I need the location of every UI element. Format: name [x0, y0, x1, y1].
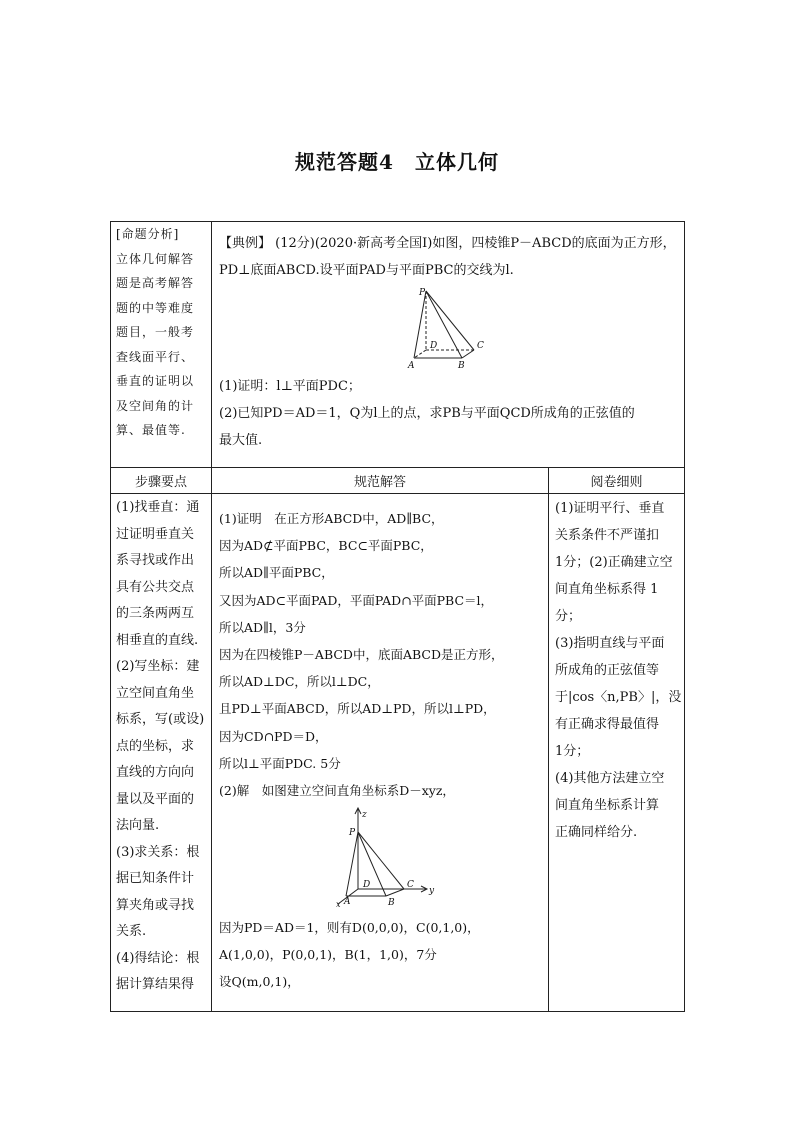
- axis-label: y: [429, 886, 435, 896]
- step-line: 据计算结果得: [116, 977, 195, 992]
- answer-table: [110, 221, 685, 1012]
- rubric-line: 1分；: [555, 744, 590, 759]
- solution-line: 所以AD⊥DC，所以l⊥DC，: [219, 674, 380, 690]
- step-line: 直线的方向向: [116, 765, 195, 780]
- step-line: 据已知条件计: [116, 871, 195, 886]
- solution-part-2: [219, 914, 544, 996]
- point-label: A: [344, 897, 351, 907]
- column-divider: [548, 467, 549, 1011]
- solution-line: 所以l⊥平面PDC. 5分: [219, 755, 341, 771]
- step-line: 相垂直的直线.: [116, 632, 199, 648]
- point-label: A: [408, 361, 415, 370]
- solution-line: 又因为AD⊂平面PAD，平面PAD∩平面PBC＝l，: [219, 592, 494, 608]
- step-line: 法向量.: [116, 818, 160, 833]
- axis-label: z: [362, 810, 367, 820]
- point-label: P: [419, 288, 426, 298]
- steps-cell: [116, 495, 209, 999]
- rubric-line: 间直角坐标系计算: [555, 798, 660, 813]
- rubric-line: (3)指明直线与平面: [555, 636, 665, 651]
- solution-line: 且PD⊥平面ABCD，所以AD⊥PD，所以l⊥PD，: [219, 701, 496, 717]
- rubric-line: 分；: [555, 609, 582, 624]
- step-line: 系寻找或作出: [116, 553, 195, 568]
- row-divider: [111, 467, 684, 468]
- rubric-cell: [555, 495, 682, 846]
- rubric-line: 1分；(2)正确建立空: [555, 555, 673, 570]
- header-rubric: 阅卷细则: [590, 475, 643, 490]
- step-line: 立空间直角坐: [116, 685, 195, 701]
- step-line: (3)求关系：根: [116, 844, 200, 860]
- step-line: (4)得结论：根: [116, 950, 200, 966]
- solution-line: (1)证明 在正方形ABCD中，AD∥BC，: [219, 511, 444, 526]
- pyramid-figure: [406, 286, 496, 370]
- step-line: 关系.: [116, 924, 147, 939]
- rubric-line: 所成角的正弦值等: [555, 663, 660, 678]
- rubric-line: 正确同样给分.: [555, 825, 638, 840]
- problem-line-1: 【典例】 (12分)(2020·新高考全国Ⅰ)如图，四棱锥P－ABCD的底面为正方形，: [219, 236, 676, 251]
- solution-line: A(1,0,0)，P(0,0,1)，B(1，1,0)，7分: [219, 947, 437, 963]
- solution-line: 因为AD⊄平面PBC，BC⊂平面PBC，: [219, 538, 433, 554]
- rubric-line: (4)其他方法建立空: [555, 771, 665, 786]
- step-line: 过证明垂直关: [116, 526, 195, 542]
- step-line: 标系，写(或设): [116, 712, 205, 727]
- step-line: 点的坐标，求: [116, 738, 195, 754]
- header-steps: 步骤要点: [134, 475, 187, 490]
- step-line: 的三条两两互: [116, 606, 195, 621]
- solution-line: 因为PD＝AD＝1，则有D(0,0,0)，C(0,1,0)，: [219, 920, 480, 935]
- question-2-cont: 最大值.: [219, 433, 263, 448]
- point-label: B: [388, 898, 395, 907]
- solution-line: 因为在四棱锥P－ABCD中，底面ABCD是正方形，: [219, 647, 504, 663]
- point-label: C: [477, 341, 484, 351]
- rubric-line: 有正确求得最值得: [555, 717, 660, 732]
- axis-label: x: [336, 900, 341, 907]
- header-solution: 规范解答: [353, 475, 406, 490]
- point-label: C: [407, 880, 414, 890]
- question-1: (1)证明：l⊥平面PDC；: [219, 379, 361, 394]
- coordinate-figure: [336, 807, 446, 907]
- solution-line: (2)解 如图建立空间直角坐标系D－xyz，: [219, 783, 455, 799]
- solution-part-1: [219, 505, 544, 804]
- questions-cell: [219, 373, 679, 454]
- point-label: D: [430, 341, 438, 351]
- solution-line: 所以AD∥平面PBC，: [219, 565, 334, 581]
- rubric-line: (1)证明平行、垂直: [555, 501, 665, 516]
- step-line: 具有公共交点: [116, 579, 195, 595]
- step-line: 量以及平面的: [116, 791, 195, 807]
- solution-line: 设Q(m,0,1)，: [219, 974, 300, 990]
- point-label: B: [458, 361, 465, 370]
- point-label: D: [363, 880, 371, 890]
- step-line: (1)找垂直：通: [116, 500, 200, 515]
- step-line: 算夹角或寻找: [116, 897, 195, 913]
- page-title: 规范答题4 立体几何: [295, 150, 499, 174]
- problem-cell: [219, 230, 679, 284]
- point-label: P: [349, 828, 356, 838]
- rubric-line: 于|cos〈n,PB〉|，没: [555, 690, 682, 705]
- rubric-line: 间直角坐标系得 1: [555, 582, 659, 597]
- row-divider: [111, 493, 684, 494]
- analysis-text: 立体几何解答题是高考解答题的中等难度题目，一般考查线面平行、垂直的证明以及空间角的计算、最值等.: [116, 251, 195, 437]
- step-line: (2)写坐标：建: [116, 659, 200, 674]
- question-2: (2)已知PD＝AD＝1，Q为l上的点，求PB与平面QCD所成角的正弦值的: [219, 406, 635, 421]
- rubric-line: 关系条件不严谨扣: [555, 528, 660, 543]
- column-divider: [211, 222, 212, 1011]
- analysis-cell: [116, 222, 206, 443]
- analysis-heading: [命题分析]: [116, 227, 180, 241]
- solution-line: 因为CD∩PD＝D，: [219, 728, 328, 744]
- problem-line-2: PD⊥底面ABCD.设平面PAD与平面PBC的交线为l.: [219, 263, 514, 278]
- solution-line: 所以AD∥l，3分: [219, 619, 306, 635]
